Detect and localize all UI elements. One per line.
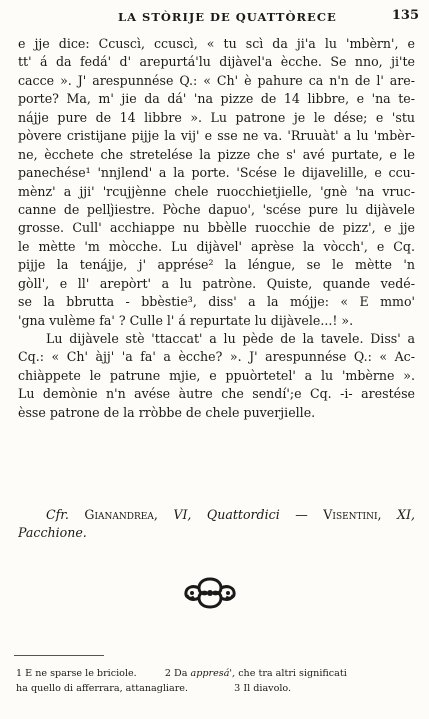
footnote-line: [16, 667, 421, 682]
paragraph-2: [18, 330, 415, 422]
citation-author: Visentini,: [323, 507, 382, 522]
text-line: pijje la tenájje, j' apprése² la léngue, se le mètte 'n: [18, 257, 415, 273]
footnote-2-term: appresá',: [190, 668, 236, 679]
text-line: chiàppete le patrune mjie, e ppuòrtetel' a lu 'mbèrne ».: [18, 367, 415, 383]
page-header: [0, 8, 429, 30]
paragraph-1: [18, 35, 415, 330]
text-line: Cq.: « Ch' àjj' 'a fa' a ècche? ». J' arespunnése Q.: « Ac-: [18, 349, 415, 365]
text-line: tt' á da fedá' d' arepurtá'lu dijàvel'a ècche. Se nno, ji'te: [18, 54, 415, 70]
text-line: nájje pure de 14 libbre ». Lu patrone je le dése; e 'stu: [18, 109, 415, 125]
footnotes: [16, 667, 421, 696]
text-line: canne de pellj̀iestre. Pòche dapuo', 'scése pure lu dijàvele: [18, 201, 415, 217]
citation-reference: VI, Quattordici: [173, 507, 280, 522]
text-line: le mètte 'm mòcche. Lu dijàvel' aprèse la vòcch', e Cq.: [18, 238, 415, 254]
cfr-label: Cfr.: [46, 507, 69, 522]
text-line: pòvere cristijane pijje la vij' e sse ne va. 'Rruuàt' a lu 'mbèr-: [18, 128, 415, 144]
body-text: [18, 35, 415, 422]
citation-line: [18, 506, 415, 524]
text-line: ne, ècchete che stretelése la pizze che s' avé purtate, e le: [18, 146, 415, 162]
text-line: gòll', e ll' arepòrt' a lu patròne. Quiste, quande vedé-: [18, 275, 415, 291]
text-line: Lu demònie n'n avése àutre che sendí';e Cq. -i- arestése: [18, 386, 415, 402]
text-line: èsse patrone de la rròbbe de chele puverjielle.: [18, 404, 316, 420]
footnote-2-continued: ha quello di afferrara, attanagliare.: [16, 682, 189, 694]
text-line: 'gna vulème fa' ? Culle l' á repurtate lu dijàvele...! ».: [18, 312, 354, 328]
citation-reference: Pacchione.: [18, 525, 87, 540]
footnote-2-number: 2 Da: [164, 668, 188, 679]
citation-reference: XI,: [397, 507, 415, 522]
text-line: se la bbrutta - bbèstie³, diss' a la mójje: « E mmo': [18, 294, 415, 310]
text-line: e jje dice: Ccuscì, ccuscì, « tu scì da ji'a lu 'mbèrn', e: [18, 36, 415, 51]
text-line: grosse. Cull' acchiappe nu bbèlle ruocchie de pizz', e jje: [18, 220, 415, 236]
text-line: panechése¹ 'nnjlend' a la porte. 'Scése le dijavelille, e ccu-: [18, 165, 415, 181]
footnote-rule: [14, 655, 104, 656]
footnote-line: [16, 682, 421, 697]
footnote-1: 1 E ne sparse le briciole.: [16, 668, 137, 679]
footnote-2-text: che tra altri significati: [238, 668, 347, 679]
citation: [18, 506, 415, 542]
ornament-fleuron-icon: [181, 575, 239, 611]
running-title: LA STÒRIJE DE QUATTÒRECE: [118, 10, 337, 24]
footnote-3: 3 Il diavolo.: [234, 682, 292, 694]
text-line: cacce ». J' arespunnése Q.: « Ch' è pahure ca n'n de l' are-: [18, 72, 415, 88]
citation-dash: —: [295, 507, 308, 522]
citation-author: Gianandrea,: [84, 507, 158, 522]
text-line: Lu dijàvele stè 'ttaccat' a lu pède de la tavele. Diss' a: [46, 331, 415, 346]
text-line: porte? Ma, m' jie da dá' 'na pizze de 14 libbre, e 'na te-: [18, 91, 415, 107]
page-number: 135: [391, 8, 419, 23]
citation-line: [18, 524, 415, 542]
text-line: mènz' a jji' 'rcujjènne chele ruocchietjielle, 'gnè 'na vruc-: [18, 183, 415, 199]
